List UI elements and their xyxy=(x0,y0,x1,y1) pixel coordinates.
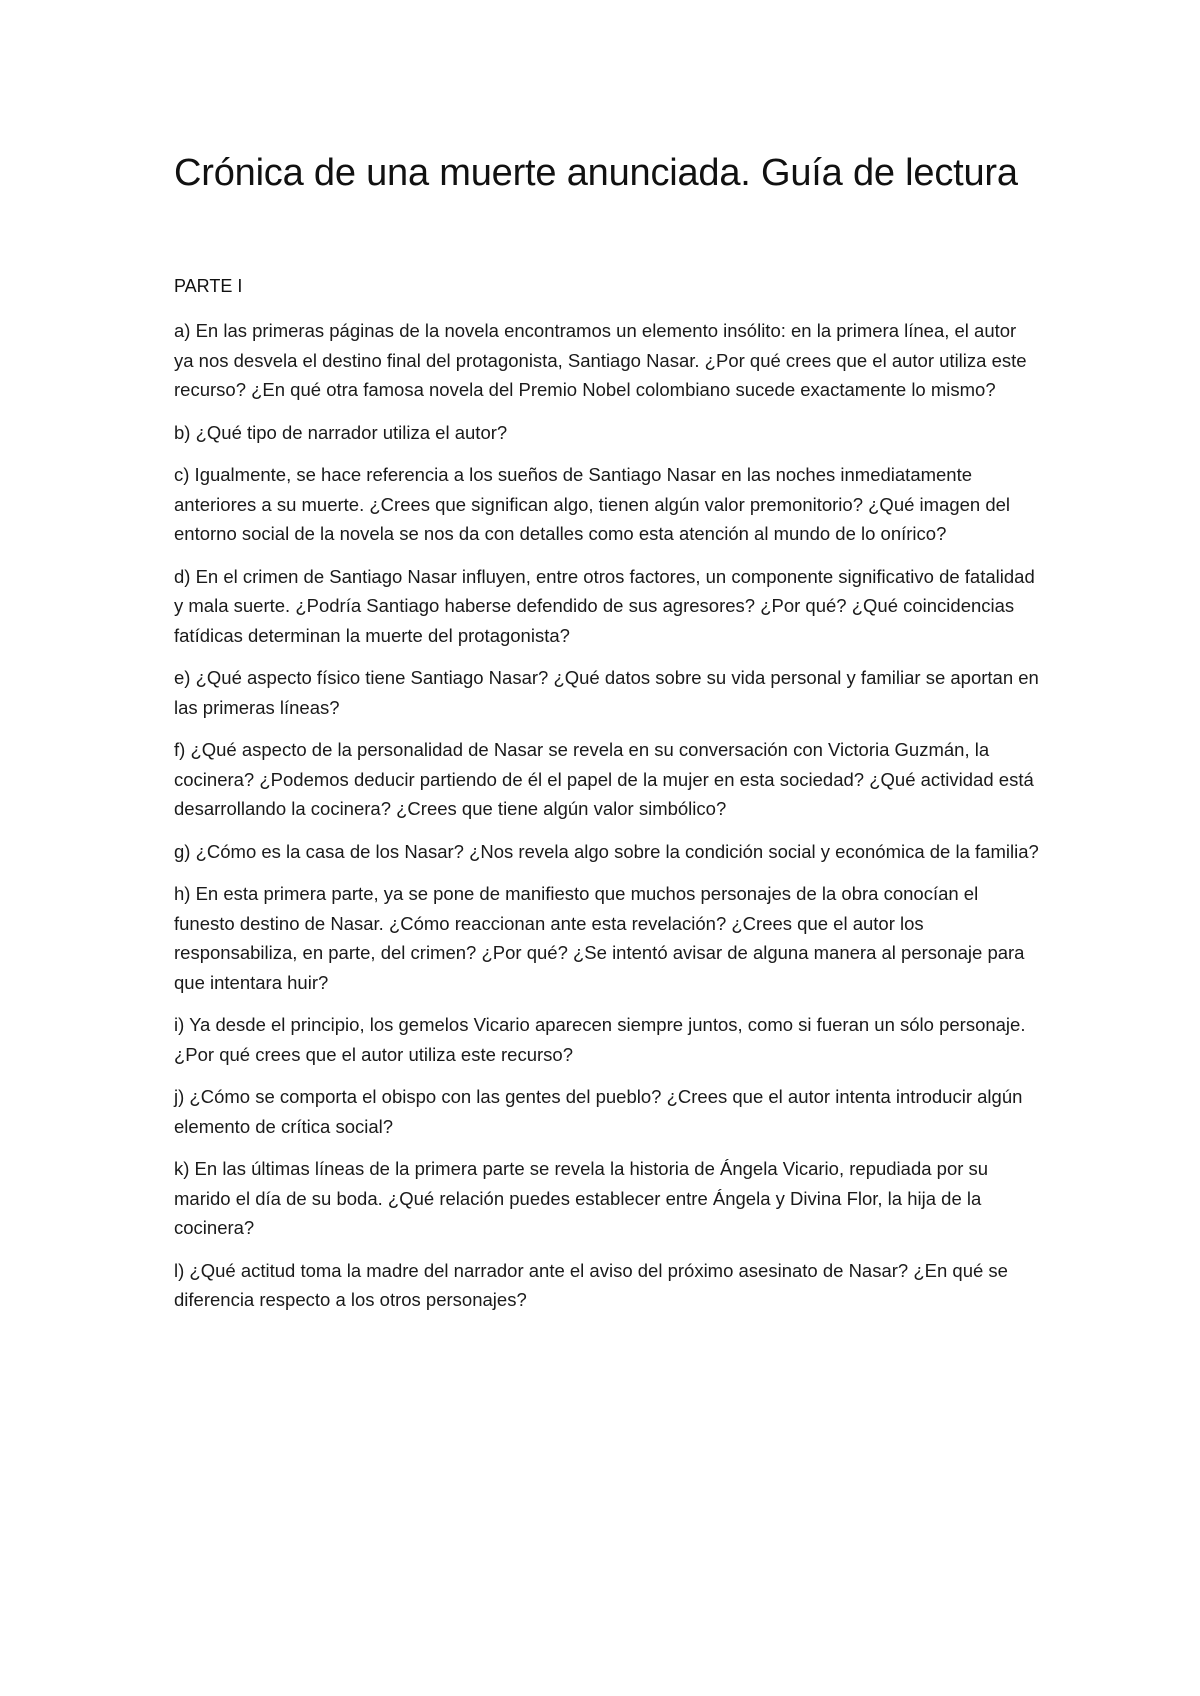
question-h: h) En esta primera parte, ya se pone de manifiesto que muchos personajes de la obra conocían el funesto destino de Nasar. ¿Cómo reaccionan ante esta revelación? ¿Crees que el autor los responsabiliza, en parte, del crimen? ¿Por qué? ¿Se intentó avisar de alguna manera al personaje para que intentara huir? xyxy=(174,883,1025,993)
part-heading: PARTE I xyxy=(174,276,243,296)
question-f: f) ¿Qué aspecto de la personalidad de Nasar se revela en su conversación con Victoria Guzmán, la cocinera? ¿Podemos deducir partiendo de él el papel de la mujer en esta sociedad? ¿Qué actividad está desarrollando la cocinera? ¿Crees que tiene algún valor simbólico? xyxy=(174,739,1034,819)
question-a: a) En las primeras páginas de la novela encontramos un elemento insólito: en la primera línea, el autor ya nos desvela el destino final del protagonista, Santiago Nasar. ¿Por qué crees que el autor utiliza este recurso? ¿En qué otra famosa novela del Premio Nobel colombiano sucede exactamente lo mismo? xyxy=(174,320,1027,400)
question-l: l) ¿Qué actitud toma la madre del narrador ante el aviso del próximo asesinato de Nasar? ¿En qué se diferencia respecto a los otros personajes? xyxy=(174,1259,1008,1310)
question-k: k) En las últimas líneas de la primera parte se revela la historia de Ángela Vicario, repudiada por su marido el día de su boda. ¿Qué relación puedes establecer entre Ángela y Divina Flor, la hija de la cocinera? xyxy=(174,1158,989,1238)
question-g: g) ¿Cómo es la casa de los Nasar? ¿Nos revela algo sobre la condición social y económica de la familia? xyxy=(174,840,1039,862)
question-d: d) En el crimen de Santiago Nasar influyen, entre otros factores, un componente significativo de fatalidad y mala suerte. ¿Podría Santiago haberse defendido de sus agresores? ¿Por qué? ¿Qué coincidencias fatídicas determinan la muerte del protagonista? xyxy=(174,565,1035,646)
question-i: i) Ya desde el principio, los gemelos Vicario aparecen siempre juntos, como si fueran un sólo personaje. ¿Por qué crees que el autor utiliza este recurso? xyxy=(174,1014,1026,1065)
question-e: e) ¿Qué aspecto físico tiene Santiago Nasar? ¿Qué datos sobre su vida personal y familiar se aportan en las primeras líneas? xyxy=(174,667,1039,718)
question-c: c) Igualmente, se hace referencia a los sueños de Santiago Nasar en las noches inmediatamente anteriores a su muerte. ¿Crees que significan algo, tienen algún valor premonitorio? ¿Qué imagen del entorno social de la novela se nos da con detalles como esta atención al mundo de lo onírico? xyxy=(174,464,1011,544)
question-b: b) ¿Qué tipo de narrador utiliza el autor? xyxy=(174,421,508,443)
document-title: Crónica de una muerte anunciada. Guía de lectura xyxy=(174,152,1018,194)
question-j: j) ¿Cómo se comporta el obispo con las gentes del pueblo? ¿Crees que el autor intenta introducir algún elemento de crítica social? xyxy=(174,1086,1023,1137)
question-list xyxy=(174,316,1040,1315)
